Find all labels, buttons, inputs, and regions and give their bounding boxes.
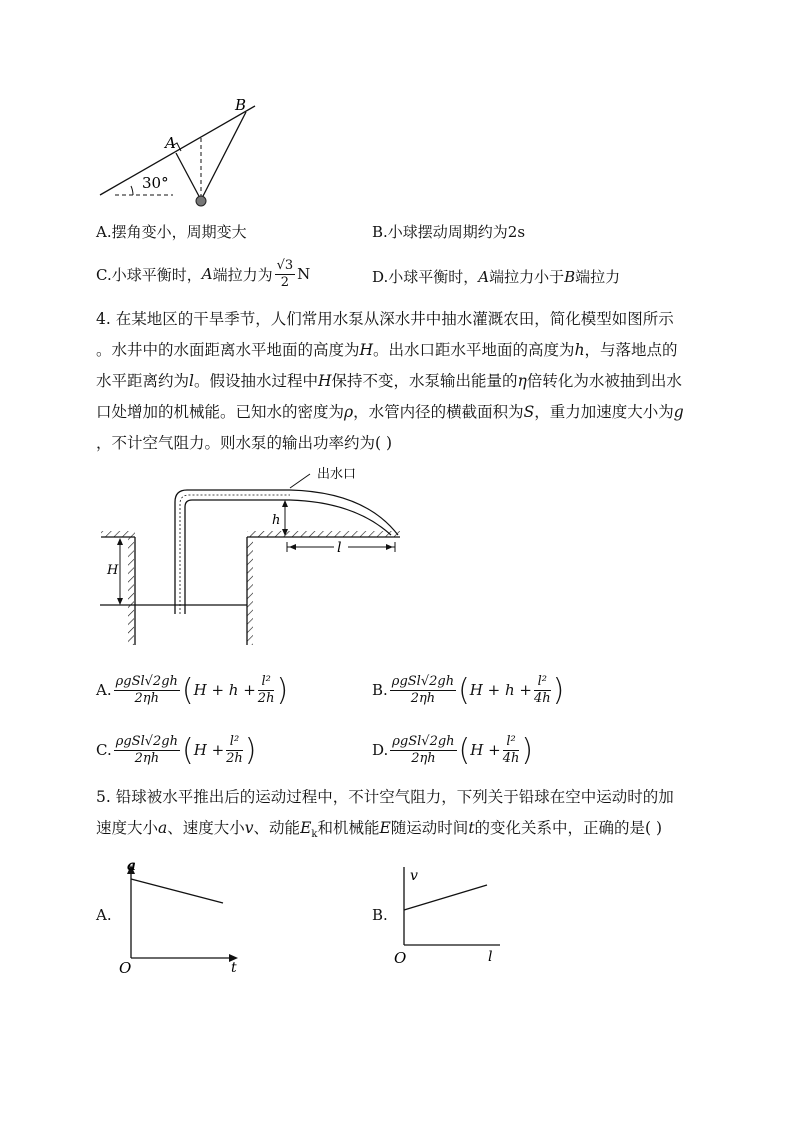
ground-hatch-right [247, 531, 400, 537]
y-label: v [410, 868, 418, 884]
q3-option-c-fraction [275, 258, 296, 291]
q4-text-5: 水平距离约为 [96, 372, 190, 390]
q4-var-H: H [359, 341, 374, 359]
coef-fraction [114, 734, 180, 767]
inner-expr: H + h + [193, 681, 256, 699]
q4-text-3: 。出水口距水平地面的高度为 [373, 341, 575, 359]
incline-line [100, 106, 255, 195]
l-arrow-left [289, 544, 296, 550]
right-paren: ) [276, 672, 289, 708]
coef-fraction [114, 674, 180, 707]
q4-var-rho: ρ [344, 403, 354, 421]
q4-option-b[interactable] [372, 668, 564, 712]
q5-text-7: 的变化关系中，正确的是( ) [474, 819, 663, 837]
q5-option-b-letter[interactable]: B. [372, 906, 388, 924]
q4-var-S: S [523, 403, 535, 421]
tail-denominator: 4h [502, 750, 520, 766]
q4-var-H-2: H [318, 372, 332, 390]
frac-denominator: 2 [280, 274, 289, 290]
q5-var-Ek-sub: k [311, 829, 318, 841]
label-H: H [107, 563, 119, 578]
coef-numerator: ρgSl√2gh [115, 673, 178, 689]
origin-label: O [394, 949, 407, 967]
y-label: a [127, 858, 137, 874]
tail-numerator: l² [258, 674, 275, 691]
tail-fraction [534, 674, 551, 707]
H-arrow-top [117, 538, 123, 545]
q5-var-E: E [379, 819, 391, 837]
q3-option-d-end: 端拉力 [575, 268, 621, 286]
inner-expr: H + [470, 741, 501, 759]
q5-var-v: v [244, 819, 254, 837]
x-label: t [231, 960, 237, 975]
coef-denominator: 2ηh [134, 690, 159, 706]
q4-text-9: 口处增加的机械能。已知水的密度为 [96, 403, 345, 421]
q3-option-d-var-b: B [564, 267, 576, 286]
label-h: h [272, 513, 281, 528]
pump-figure [95, 462, 415, 652]
q4-text-11: ，重力加速度大小为 [534, 403, 674, 421]
q4-var-h: h [574, 341, 585, 359]
q5-text-5: 和机械能 [317, 819, 380, 837]
q3-option-d-mid: 端拉力小于 [489, 268, 565, 286]
coef-fraction [390, 734, 456, 767]
tail-fraction [226, 734, 243, 767]
left-paren: ( [458, 672, 470, 708]
q5-number: 5. [96, 788, 111, 806]
q3-option-c-var: A [201, 265, 213, 283]
angle-arc [131, 186, 133, 195]
q3-option-c-prefix: C.小球平衡时， [96, 265, 202, 284]
water-jet-outer [290, 490, 398, 535]
ground-hatch-left [101, 531, 135, 537]
q4-number: 4. [96, 310, 111, 328]
right-paren: ) [521, 732, 534, 768]
q3-option-d-prefix: D.小球平衡时， [372, 268, 479, 286]
left-paren: ( [181, 672, 194, 708]
q4-text-6: 。假设抽水过程中 [193, 372, 318, 390]
q4-text-7: 保持不变，水泵输出能量的 [331, 372, 518, 390]
q4-question [96, 304, 706, 459]
q4-var-eta: η [517, 372, 527, 390]
string-a [176, 153, 201, 200]
q5-text-1: 铅球被水平推出后的运动过程中，不计空气阻力，下列关于铅球在空中运动时的加 [115, 788, 674, 806]
q4-option-c[interactable] [96, 728, 257, 772]
coef-numerator: ρgSl√2gh [115, 733, 178, 749]
label-l: l [337, 540, 342, 556]
label-b: B [235, 96, 247, 114]
option-letter: A. [96, 681, 112, 699]
H-arrow-bottom [117, 598, 123, 605]
coef-denominator: 2ηh [410, 690, 436, 706]
q4-text-12: ，不计空气阻力。则水泵的输出功率约为( ) [96, 434, 393, 452]
q5-var-Ek: E [300, 819, 312, 837]
coef-denominator: 2ηh [134, 750, 160, 766]
q5-question [96, 782, 706, 850]
left-paren: ( [182, 732, 194, 768]
inner-expr: H + h + [469, 681, 532, 699]
x-label: l [488, 949, 493, 965]
q5-graph-b[interactable] [390, 855, 510, 970]
tail-numerator: l² [534, 674, 551, 691]
q5-text-4: 、动能 [253, 819, 301, 837]
q4-option-d[interactable] [372, 728, 533, 772]
q4-text-2: 。水井中的水面距离水平地面的高度为 [96, 341, 360, 359]
option-letter: B. [372, 681, 388, 699]
q3-option-d[interactable] [372, 266, 620, 287]
graph-line [131, 879, 223, 903]
pendulum-ball [196, 196, 206, 206]
q3-option-c[interactable] [96, 256, 310, 292]
coef-numerator: ρgSl√2gh [392, 733, 455, 749]
q3-option-c-mid: 端拉力为 [212, 265, 273, 284]
q3-option-d-var-a: A [478, 267, 490, 286]
label-a: A [165, 134, 176, 152]
q4-option-a[interactable] [96, 668, 288, 712]
q3-option-b[interactable]: B.小球摆动周期约为2s [372, 223, 526, 241]
left-paren: ( [458, 732, 471, 768]
graph-line [404, 885, 487, 910]
h-arrow-top [282, 500, 288, 507]
q5-var-a: a [158, 819, 168, 837]
string-b [201, 112, 246, 200]
q4-text-8: 倍转化为水被抽到出水 [526, 372, 682, 390]
well-wall-right-hatch [247, 540, 253, 645]
q3-option-c-unit: N [297, 265, 311, 283]
angle-label: 30° [142, 174, 169, 192]
well-wall-left-hatch [128, 537, 134, 645]
frac-numerator: √3 [276, 257, 294, 273]
tail-fraction [258, 674, 275, 707]
outlet-leader [290, 474, 310, 488]
inner-expr: H + [193, 741, 225, 759]
q5-graph-a[interactable] [115, 855, 245, 975]
q4-text-1: 在某地区的干旱季节，人们常用水泵从深水井中抽水灌溉农田，简化模型如图所示 [115, 310, 674, 328]
tail-numerator: l² [503, 734, 520, 751]
coef-numerator: ρgSl√2gh [391, 673, 455, 689]
l-arrow-right [386, 544, 393, 550]
q4-text-4: ，与落地点的 [584, 341, 678, 359]
q4-var-l: l [189, 372, 194, 390]
option-letter: C. [96, 741, 112, 759]
coef-denominator: 2ηh [411, 750, 436, 766]
outlet-label: 出水口 [317, 467, 357, 482]
origin-label: O [119, 959, 132, 975]
tail-denominator: 2h [226, 750, 243, 766]
tail-denominator: 4h [533, 690, 551, 706]
q5-text-2: 速度大小 [96, 819, 159, 837]
water-jet-inner [290, 500, 391, 535]
q5-var-t: t [468, 819, 475, 837]
q5-text-3: 、速度大小 [167, 819, 245, 837]
pipe-outer [175, 490, 290, 614]
coef-fraction [390, 674, 456, 707]
q4-text-10: ，水管内径的横截面积为 [353, 403, 524, 421]
right-paren: ) [552, 672, 565, 708]
right-paren: ) [244, 732, 257, 768]
tail-fraction [503, 734, 520, 767]
q4-var-g: g [673, 403, 684, 421]
q5-option-a-letter[interactable]: A. [96, 906, 112, 924]
option-letter: D. [372, 741, 389, 759]
q3-option-a[interactable]: A.摆角变小，周期变大 [96, 223, 247, 241]
pendulum-figure [95, 90, 265, 215]
q5-text-6: 随运动时间 [390, 819, 469, 837]
tail-numerator: l² [226, 734, 243, 751]
tail-denominator: 2h [257, 690, 275, 706]
